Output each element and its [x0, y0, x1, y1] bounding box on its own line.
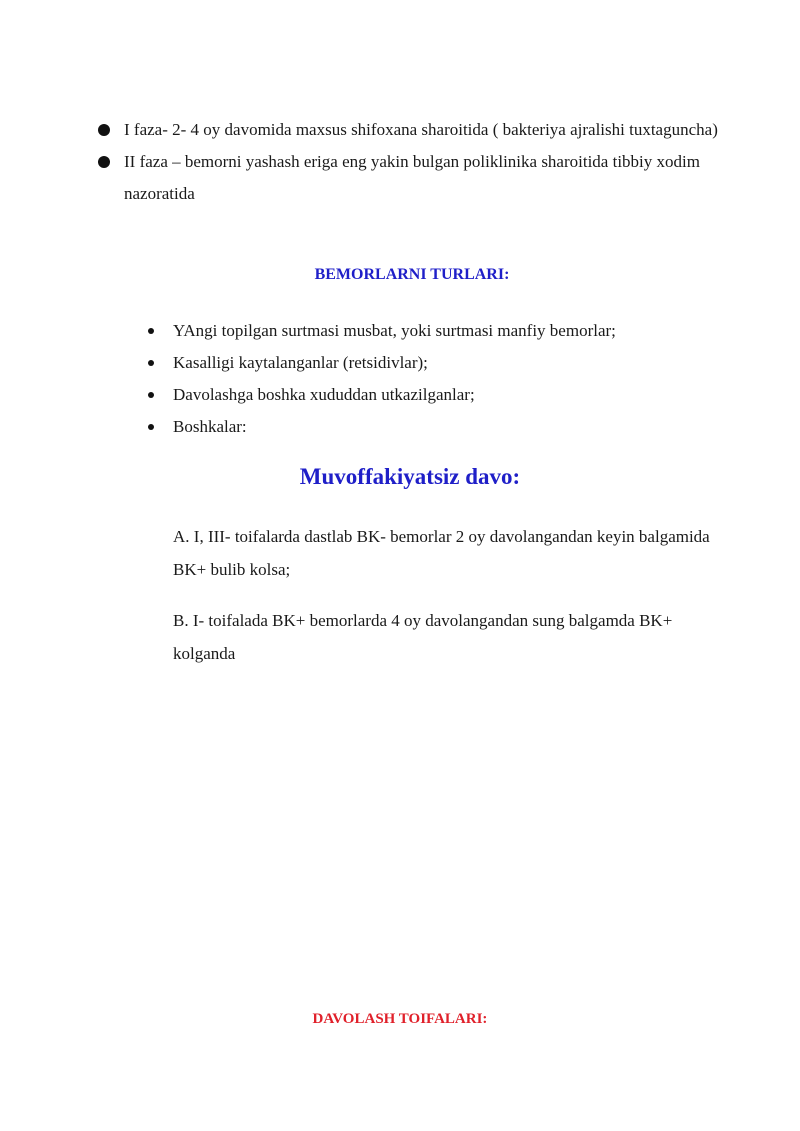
- patient-types-heading: BEMORLARNI TURLARI:: [314, 266, 510, 283]
- phase-item-text: I faza- 2- 4 oy davomida maxsus shifoxana sharoitida ( bakteriya ajralishi tuxtaguncha): [124, 120, 718, 139]
- patient-type-text: Kasalligi kaytalanganlar (retsidivlar);: [173, 353, 428, 372]
- patient-type-item: [146, 411, 746, 443]
- patient-type-item: [146, 379, 746, 411]
- treatment-categories-heading: DAVOLASH TOIFALARI:: [312, 1011, 488, 1027]
- patient-type-text: Boshkalar:: [173, 417, 247, 436]
- unsuccessful-paragraph-b: B. I- toifalada BK+ bemorlarda 4 oy davolangandan sung balgamda BK+ kolganda: [173, 611, 673, 663]
- treatment-phase-list: [98, 114, 738, 210]
- patient-types-list: [146, 315, 746, 443]
- unsuccessful-paragraph-a: A. I, III- toifalarda dastlab BK- bemorlar 2 oy davolangandan keyin balgamida BK+ bulib kolsa;: [173, 527, 710, 579]
- bullet-icon: [98, 124, 110, 136]
- patient-type-text: YAngi topilgan surtmasi musbat, yoki surtmasi manfiy bemorlar;: [173, 321, 616, 340]
- phase-item-1: [98, 114, 738, 146]
- patient-type-text: Davolashga boshka xududdan utkazilganlar;: [173, 385, 475, 404]
- unsuccessful-treatment-heading: Muvoffakiyatsiz davo:: [299, 464, 521, 489]
- patient-type-item: [146, 347, 746, 379]
- bullet-icon: [148, 424, 154, 430]
- bullet-icon: [98, 156, 110, 168]
- patient-type-item: [146, 315, 746, 347]
- bullet-icon: [148, 328, 154, 334]
- phase-item-text: II faza – bemorni yashash eriga eng yakin bulgan poliklinika sharoitida tibbiy xodim nazoratida: [124, 152, 700, 203]
- phase-item-2: [98, 146, 738, 210]
- bullet-icon: [148, 392, 154, 398]
- bullet-icon: [148, 360, 154, 366]
